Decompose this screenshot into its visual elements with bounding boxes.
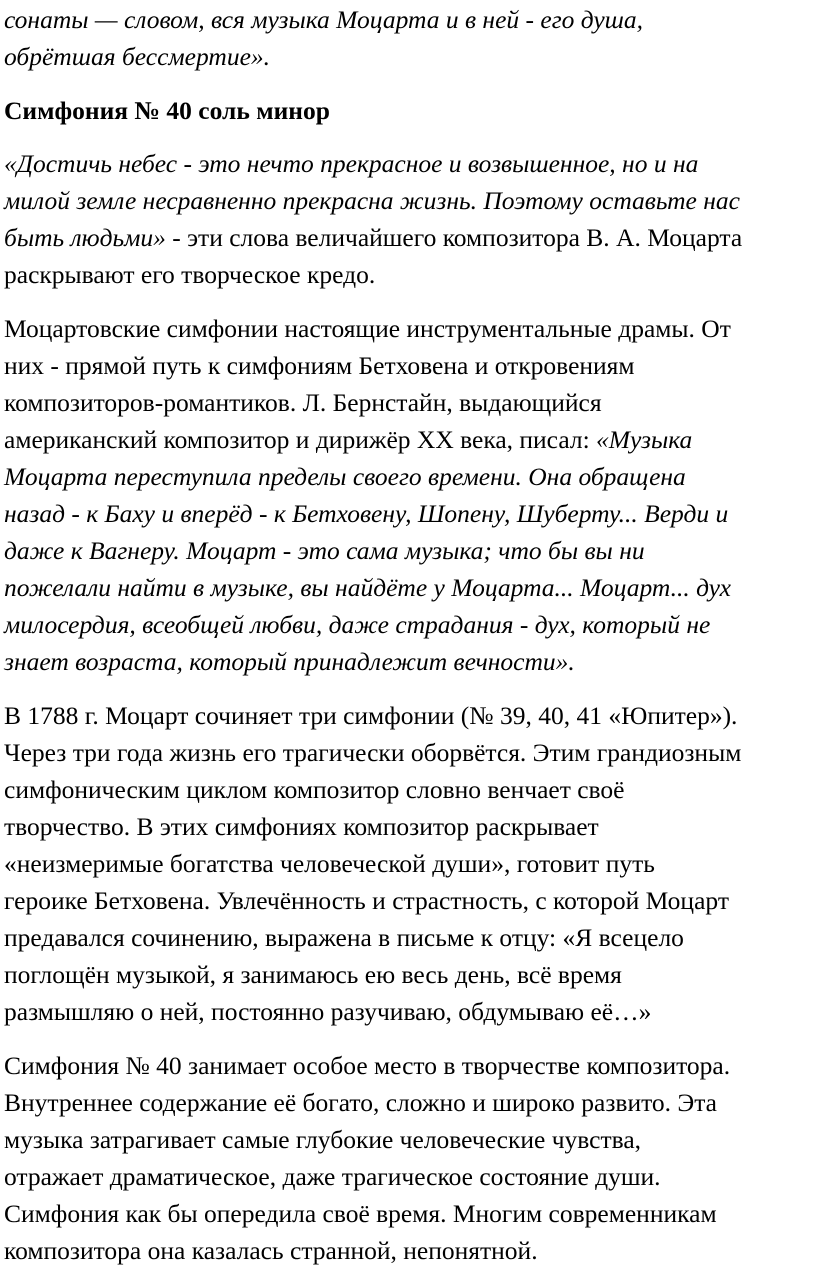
para-1788-line-9: размышляю о ней, постоянно разучиваю, обдумываю её…» bbox=[4, 997, 652, 1026]
epigraph-line-3 bbox=[4, 220, 742, 257]
epigraph-attribution: - эти слова величайшего композитора В. А. Моцарта bbox=[165, 223, 743, 252]
para-1788-line-6: героике Бетховена. Увлечённость и страстность, с которой Моцарт bbox=[4, 886, 729, 915]
bernstein-line-1: Моцартовские симфонии настоящие инструментальные драмы. От bbox=[4, 314, 731, 343]
bernstein-quote-start: «Музыка bbox=[596, 425, 693, 454]
epigraph-quote-end: быть людьми» bbox=[4, 223, 166, 252]
intro-line-1: сонаты — словом, вся музыка Моцарта и в ней - его душа, bbox=[4, 5, 644, 34]
bernstein-quote-line-4: пожелали найти в музыке, вы найдёте у Моцарта... Моцарт... дух bbox=[4, 573, 731, 602]
para-40-line-5: Симфония как бы опередила своё время. Многим современникам bbox=[4, 1199, 717, 1228]
para-1788-line-2: Через три года жизнь его трагически оборвётся. Этим грандиозным bbox=[4, 738, 742, 767]
intro-line-2: обрётшая бессмертие». bbox=[4, 42, 271, 71]
para-1788-line-8: поглощён музыкой, я занимаюсь ею весь день, всё время bbox=[4, 960, 622, 989]
para-1788-line-5: «неизмеримые богатства человеческой души», готовит путь bbox=[4, 849, 655, 878]
epigraph-line-2: милой земле несравненно прекрасна жизнь. Поэтому оставьте нас bbox=[4, 186, 740, 215]
para-40-line-1: Симфония № 40 занимает особое место в творчестве композитора. bbox=[4, 1051, 731, 1080]
para-1788-line-1: В 1788 г. Моцарт сочиняет три симфонии (№ 39, 40, 41 «Юпитер»). bbox=[4, 701, 738, 730]
bernstein-quote-line-3: даже к Вагнеру. Моцарт - это сама музыка; что бы вы ни bbox=[4, 536, 645, 565]
bernstein-line-4 bbox=[4, 422, 692, 459]
para-40-line-3: музыка затрагивает самые глубокие человеческие чувства, bbox=[4, 1125, 642, 1154]
bernstein-quote-line-6: знает возраста, который принадлежит вечности». bbox=[4, 647, 575, 676]
para-1788-line-4: творчество. В этих симфониях композитор раскрывает bbox=[4, 812, 599, 841]
para-40-line-4: отражает драматическое, даже трагическое состояние души. bbox=[4, 1162, 661, 1191]
section-heading: Симфония № 40 соль минор bbox=[4, 96, 330, 125]
epigraph-line-1: «Достичь небес - это нечто прекрасное и возвышенное, но и на bbox=[4, 149, 699, 178]
para-40-line-6: композитора она казалась странной, непонятной. bbox=[4, 1236, 538, 1265]
bernstein-line-2: них - прямой путь к симфониям Бетховена и откровениям bbox=[4, 351, 635, 380]
bernstein-quote-line-1: Моцарта переступила пределы своего времени. Она обращена bbox=[4, 462, 686, 491]
epigraph-line-4: раскрывают его творческое кредо. bbox=[4, 260, 376, 289]
bernstein-line-4-text: американский композитор и дирижёр XX века, писал: bbox=[4, 425, 597, 454]
bernstein-line-3: композиторов-романтиков. Л. Бернстайн, выдающийся bbox=[4, 388, 602, 417]
para-40-line-2: Внутреннее содержание её богато, сложно и широко развито. Эта bbox=[4, 1088, 718, 1117]
bernstein-quote-line-2: назад - к Баху и вперёд - к Бетховену, Шопену, Шуберту... Верди и bbox=[4, 499, 729, 528]
bernstein-quote-line-5: милосердия, всеобщей любви, даже страдания - дух, который не bbox=[4, 610, 711, 639]
para-1788-line-7: предавался сочинению, выражена в письме к отцу: «Я всецело bbox=[4, 923, 684, 952]
para-1788-line-3: симфоническим циклом композитор словно венчает своё bbox=[4, 775, 625, 804]
